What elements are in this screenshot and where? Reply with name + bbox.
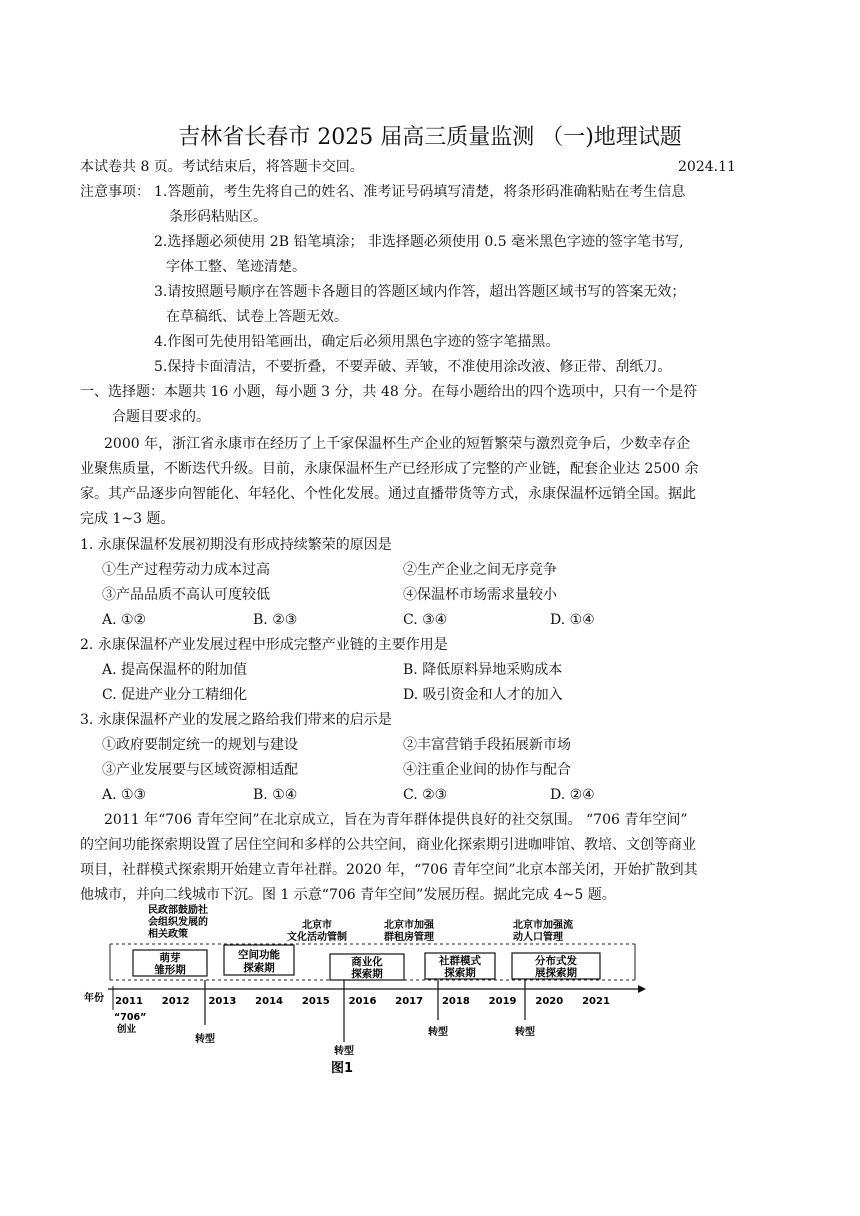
question-1-statement: ①生产过程劳动力成本过高 — [102, 562, 270, 578]
stage-label: 探索期 — [351, 968, 383, 980]
section-heading: 一、选择题：本题共 16 小题，每小题 3 分，共 48 分。在每小题给出的四个选项中，只有一个是符 — [80, 384, 698, 400]
founding-label: 创业 — [117, 1024, 137, 1035]
passage-2-line: 2011 年“706 青年空间”在北京成立，旨在为青年群体提供良好的社交氛围。 “706 青年空间” — [104, 812, 688, 828]
transition-label: 转型 — [515, 1027, 535, 1038]
policy-annotation: 北京市 — [302, 920, 332, 931]
policy-annotation: 北京市加强 — [384, 920, 434, 931]
transition-label: 转型 — [334, 1046, 354, 1057]
year-tick-label: 2013 — [208, 996, 237, 1007]
question-3-stem: 3. 永康保温杯产业的发展之路给我们带来的启示是 — [80, 712, 392, 728]
transition-label: 转型 — [428, 1027, 448, 1038]
stage-label: 雏形期 — [154, 964, 186, 976]
notes-label: 注意事项： — [80, 184, 150, 200]
question-2-stem: 2. 永康保温杯产业发展过程中形成完整产业链的主要作用是 — [80, 637, 448, 653]
question-3-statement: ②丰富营销手段拓展新市场 — [403, 737, 571, 753]
question-1-option-b: B. ②③ — [253, 612, 298, 628]
passage-2-line: 他城市，并向二线城市下沉。图 1 示意“706 青年空间”发展历程。据此完成 4~5 题。 — [80, 887, 616, 903]
figure-caption: 图1 — [330, 1061, 354, 1076]
question-3-statement: ①政府要制定统一的规划与建设 — [102, 737, 298, 753]
stage-label: 萌芽 — [159, 952, 181, 964]
note-line: 5.保持卡面清洁，不要折叠，不要弄破、弄皱，不准使用涂改液、修正带、刮纸刀。 — [154, 359, 672, 375]
question-1-option-a: A. ①② — [102, 612, 147, 628]
year-tick-label: 2015 — [301, 996, 330, 1007]
passage-1-line: 业聚焦质量，不断迭代升级。目前，永康保温杯生产已经形成了完整的产业链，配套企业达 2500 余 — [80, 461, 699, 477]
year-tick-label: 2012 — [161, 996, 190, 1007]
policy-annotation: 文化活动管制 — [287, 932, 347, 943]
passage-2-line: 的空间功能探索期设置了居住空间和多样的公共空间，商业化探索期引进咖啡馆、教培、文创等商业 — [80, 837, 696, 853]
policy-annotation: 北京市加强流 — [513, 920, 573, 931]
passage-2-line: 项目，社群模式探索期开始建立青年社群。2020 年，“706 青年空间”北京本部关闭，开始扩散到其 — [80, 862, 698, 878]
note-line: 在草稿纸、试卷上答题无效。 — [166, 309, 348, 325]
figure-1-timeline — [80, 900, 660, 1085]
exam-info: 本试卷共 8 页。考试结束后，将答题卡交回。 — [80, 159, 364, 175]
note-line: 2.选择题必须使用 2B 铅笔填涂； 非选择题必须使用 0.5 毫米黑色字迹的签字笔书写, — [154, 234, 684, 250]
stage-label: 探索期 — [243, 962, 275, 974]
question-3-option-b: B. ①④ — [253, 787, 298, 803]
year-tick-label: 2020 — [535, 996, 564, 1007]
policy-annotation: 会组织发展的 — [148, 917, 208, 928]
year-tick-label: 2018 — [441, 996, 470, 1007]
transition-label: 转型 — [195, 1034, 215, 1045]
policy-annotation: 民政部鼓励社 — [148, 905, 208, 916]
question-1-statement: ②生产企业之间无序竞争 — [403, 562, 557, 578]
note-line: 字体工整、笔迹清楚。 — [166, 259, 306, 275]
passage-1-line: 完成 1~3 题。 — [80, 511, 175, 527]
question-3-option-c: C. ②③ — [403, 787, 448, 803]
note-line: 条形码粘贴区。 — [169, 209, 267, 225]
year-tick-label: 2021 — [582, 996, 610, 1007]
passage-1-line: 2000 年，浙江省永康市在经历了上千家保温杯生产企业的短暂繁荣与激烈竞争后，少数幸存企 — [104, 436, 691, 452]
year-tick-label: 2014 — [255, 996, 284, 1007]
year-tick-label: 2016 — [348, 996, 377, 1007]
policy-annotation: 动人口管理 — [513, 932, 563, 943]
exam-date: 2024.11 — [678, 159, 736, 175]
question-1-statement: ④保温杯市场需求量较小 — [403, 587, 557, 603]
question-3-statement: ③产业发展要与区域资源相适配 — [102, 762, 298, 778]
stage-label: 探索期 — [444, 967, 476, 979]
question-2-option-c: C. 促进产业分工精细化 — [102, 687, 248, 703]
stage-label: 商业化 — [351, 956, 383, 968]
question-2-option-b: B. 降低原料异地采购成本 — [403, 662, 563, 678]
question-2-option-d: D. 吸引资金和人才的加入 — [403, 687, 563, 703]
stage-label: 分布式发 — [535, 955, 577, 967]
question-1-statement: ③产品品质不高认可度较低 — [102, 587, 270, 603]
policy-annotation: 相关政策 — [148, 929, 188, 940]
section-heading-cont: 合题目要求的。 — [112, 409, 210, 425]
question-3-option-d: D. ②④ — [550, 787, 595, 803]
question-3-statement: ④注重企业间的协作与配合 — [403, 762, 571, 778]
year-tick-label: 2011 — [115, 996, 143, 1007]
question-2-option-a: A. 提高保温杯的附加值 — [102, 662, 248, 678]
question-1-option-c: C. ③④ — [403, 612, 448, 628]
exam-title: 吉林省长春市 2025 届高三质量监测 （一)地理试题 — [178, 125, 682, 150]
founding-label: “706” — [114, 1012, 147, 1023]
question-3-option-a: A. ①③ — [102, 787, 147, 803]
stage-label: 展探索期 — [535, 967, 577, 979]
note-line: 3.请按照题号顺序在答题卡各题目的答题区域内作答，超出答题区域书写的答案无效； — [154, 284, 686, 300]
stage-label: 空间功能 — [238, 949, 280, 961]
year-tick-label: 2017 — [395, 996, 424, 1007]
note-line: 1.答题前，考生先将自己的姓名、准考证号码填写清楚，将条形码准确粘贴在考生信息 — [154, 184, 686, 200]
stage-label: 社群模式 — [439, 955, 481, 967]
year-tick-label: 2019 — [488, 996, 517, 1007]
question-1-stem: 1. 永康保温杯发展初期没有形成持续繁荣的原因是 — [80, 537, 392, 553]
question-1-option-d: D. ①④ — [550, 612, 595, 628]
passage-1-line: 家。其产品逐步向智能化、年轻化、个性化发展。通过直播带货等方式，永康保温杯远销全国。据此 — [80, 486, 696, 502]
note-line: 4.作图可先使用铅笔画出，确定后必须用黑色字迹的签字笔描黑。 — [154, 334, 560, 350]
axis-label: 年份 — [84, 993, 104, 1004]
policy-annotation: 群租房管理 — [384, 932, 434, 943]
